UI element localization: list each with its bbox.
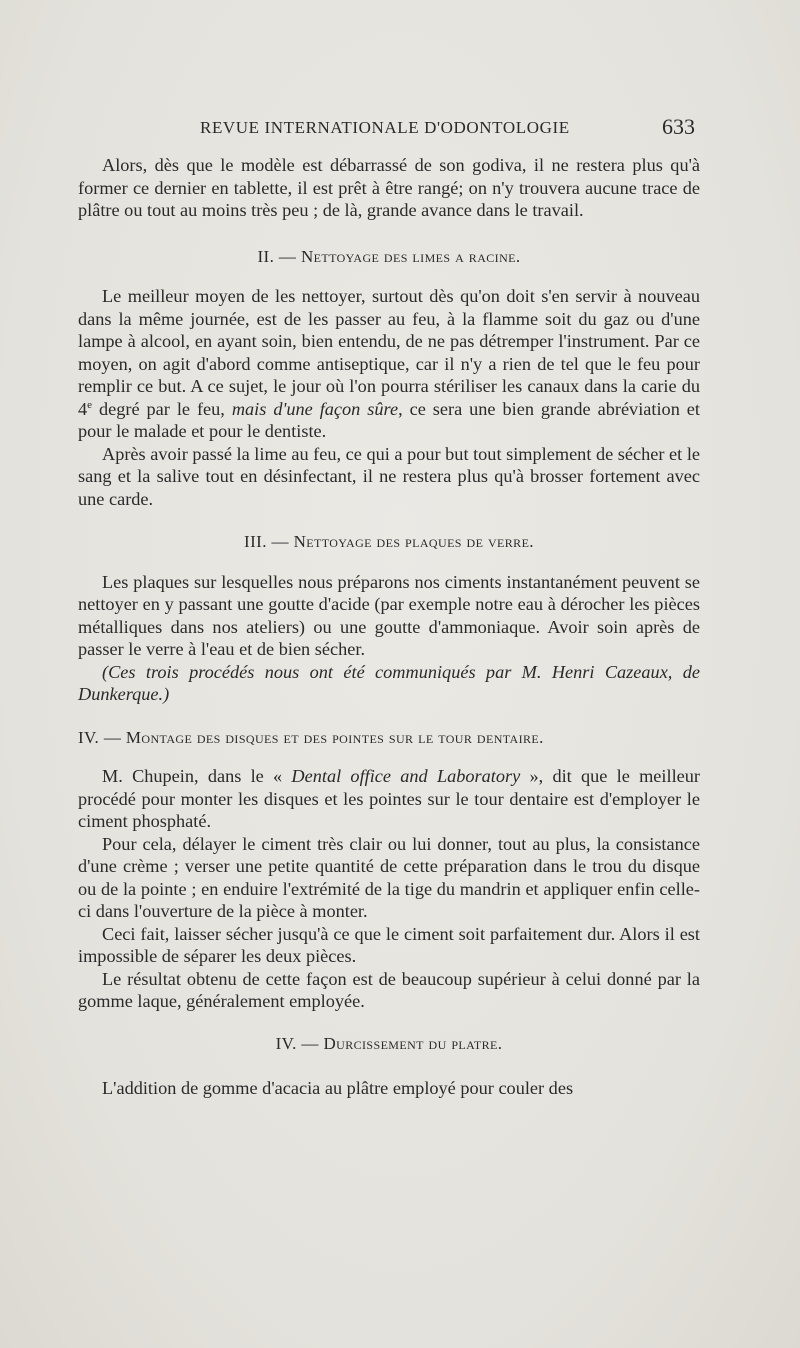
section-title: Montage des disques et des pointes sur le tour dentaire. bbox=[125, 727, 544, 747]
emphasis-text: mais d'une façon sûre bbox=[231, 398, 399, 419]
durcissement-paragraph-1: L'addition de gomme d'acacia au plâtre employé pour couler des bbox=[102, 1078, 574, 1098]
text-run: M. Chupein, dans le « bbox=[102, 766, 292, 786]
section-heading-durcissement bbox=[78, 1033, 700, 1056]
journal-title: Dental office and Laboratory bbox=[291, 766, 521, 786]
section-title: Nettoyage des plaques de verre. bbox=[293, 532, 534, 551]
superscript: e bbox=[87, 398, 93, 411]
limes-paragraph-1 bbox=[78, 285, 700, 443]
section-title: Durcissement du platre. bbox=[323, 1033, 503, 1053]
section-numeral: III. — bbox=[244, 532, 289, 551]
section-numeral: II. — bbox=[257, 246, 297, 266]
section-heading-nettoyage-limes bbox=[78, 246, 700, 269]
text-run: », dit que le meilleur procédé pour monter les disques et les pointes sur le tour dentaire est d'employer le ciment phosphaté. bbox=[78, 766, 700, 831]
montage-paragraph-2: Pour cela, délayer le ciment très clair ou lui donner, tout au plus, la consistance d'une crème ; verser une petite quantité de cette préparation dans le trou du disque ou de la pointe ; en enduire l'extrémité de la tige du mandrin et appliquer enfin celle-ci dans l'ouverture de la pièce à monter. bbox=[78, 833, 700, 921]
attribution-note: (Ces trois procédés nous ont été communiqués par M. Henri Cazeaux, de Dunkerque.) bbox=[78, 661, 700, 704]
page-header bbox=[0, 114, 800, 144]
running-title: REVUE INTERNATIONALE D'ODONTOLOGIE bbox=[200, 118, 570, 137]
montage-paragraph-4: Le résultat obtenu de cette façon est de beaucoup supérieur à celui donné par la gomme laque, généralement employée. bbox=[78, 968, 700, 1011]
section-heading-montage-disques bbox=[78, 727, 700, 750]
montage-paragraph-3: Ceci fait, laisser sécher jusqu'à ce que le ciment soit parfaitement dur. Alors il est impossible de séparer les deux pièces. bbox=[78, 923, 700, 966]
text-run: degré par le feu, bbox=[92, 398, 232, 419]
montage-paragraph-1 bbox=[78, 765, 700, 833]
intro-paragraph: Alors, dès que le modèle est débarrassé de son godiva, il ne restera plus qu'à former ce dernier en tablette, il est prêt à être rangé; on n'y trouvera aucune trace de plâtre ou tout au moins très peu ; de là, grande avance dans le travail. bbox=[78, 155, 700, 220]
text-run: Le meilleur moyen de les nettoyer, surtout dès qu'on doit s'en servir à nouveau dans la même journée, est de les passer au feu, à la flamme soit du gaz ou d'une lampe à alcool, en ayant soin, bien entendu, de ne pas détremper l'instrument. Par ce moyen, on agit d'abord comme antiseptique, car il n'y a rien de tel que le feu pour remplir ce but. A ce sujet, le jour où l'on pourra stériliser les canaux dans la carie du 4 bbox=[78, 286, 700, 419]
text-run: , ce sera une bien grande abréviation et pour le malade et pour le dentiste. bbox=[78, 398, 700, 441]
section-numeral: IV. — bbox=[78, 727, 122, 747]
plaques-paragraph-1: Les plaques sur lesquelles nous préparons nos ciments instantanément peuvent se nettoyer en y passant une goutte d'acide (par exemple notre eau à dérocher les pièces métalliques dans nos ateliers) ou une goutte d'ammoniaque. Avoir soin après de passer le verre à l'eau et de bien sécher. bbox=[78, 571, 700, 659]
page-number: 633 bbox=[662, 114, 695, 139]
page-body bbox=[78, 154, 700, 1100]
limes-paragraph-2: Après avoir passé la lime au feu, ce qui a pour but tout simplement de sécher et le sang et la salive tout en désinfectant, il ne restera plus qu'à brosser fortement avec une carde. bbox=[78, 443, 701, 509]
section-title: Nettoyage des limes a racine. bbox=[300, 246, 521, 266]
section-heading-nettoyage-plaques bbox=[78, 531, 700, 554]
section-numeral: IV. — bbox=[275, 1033, 319, 1053]
